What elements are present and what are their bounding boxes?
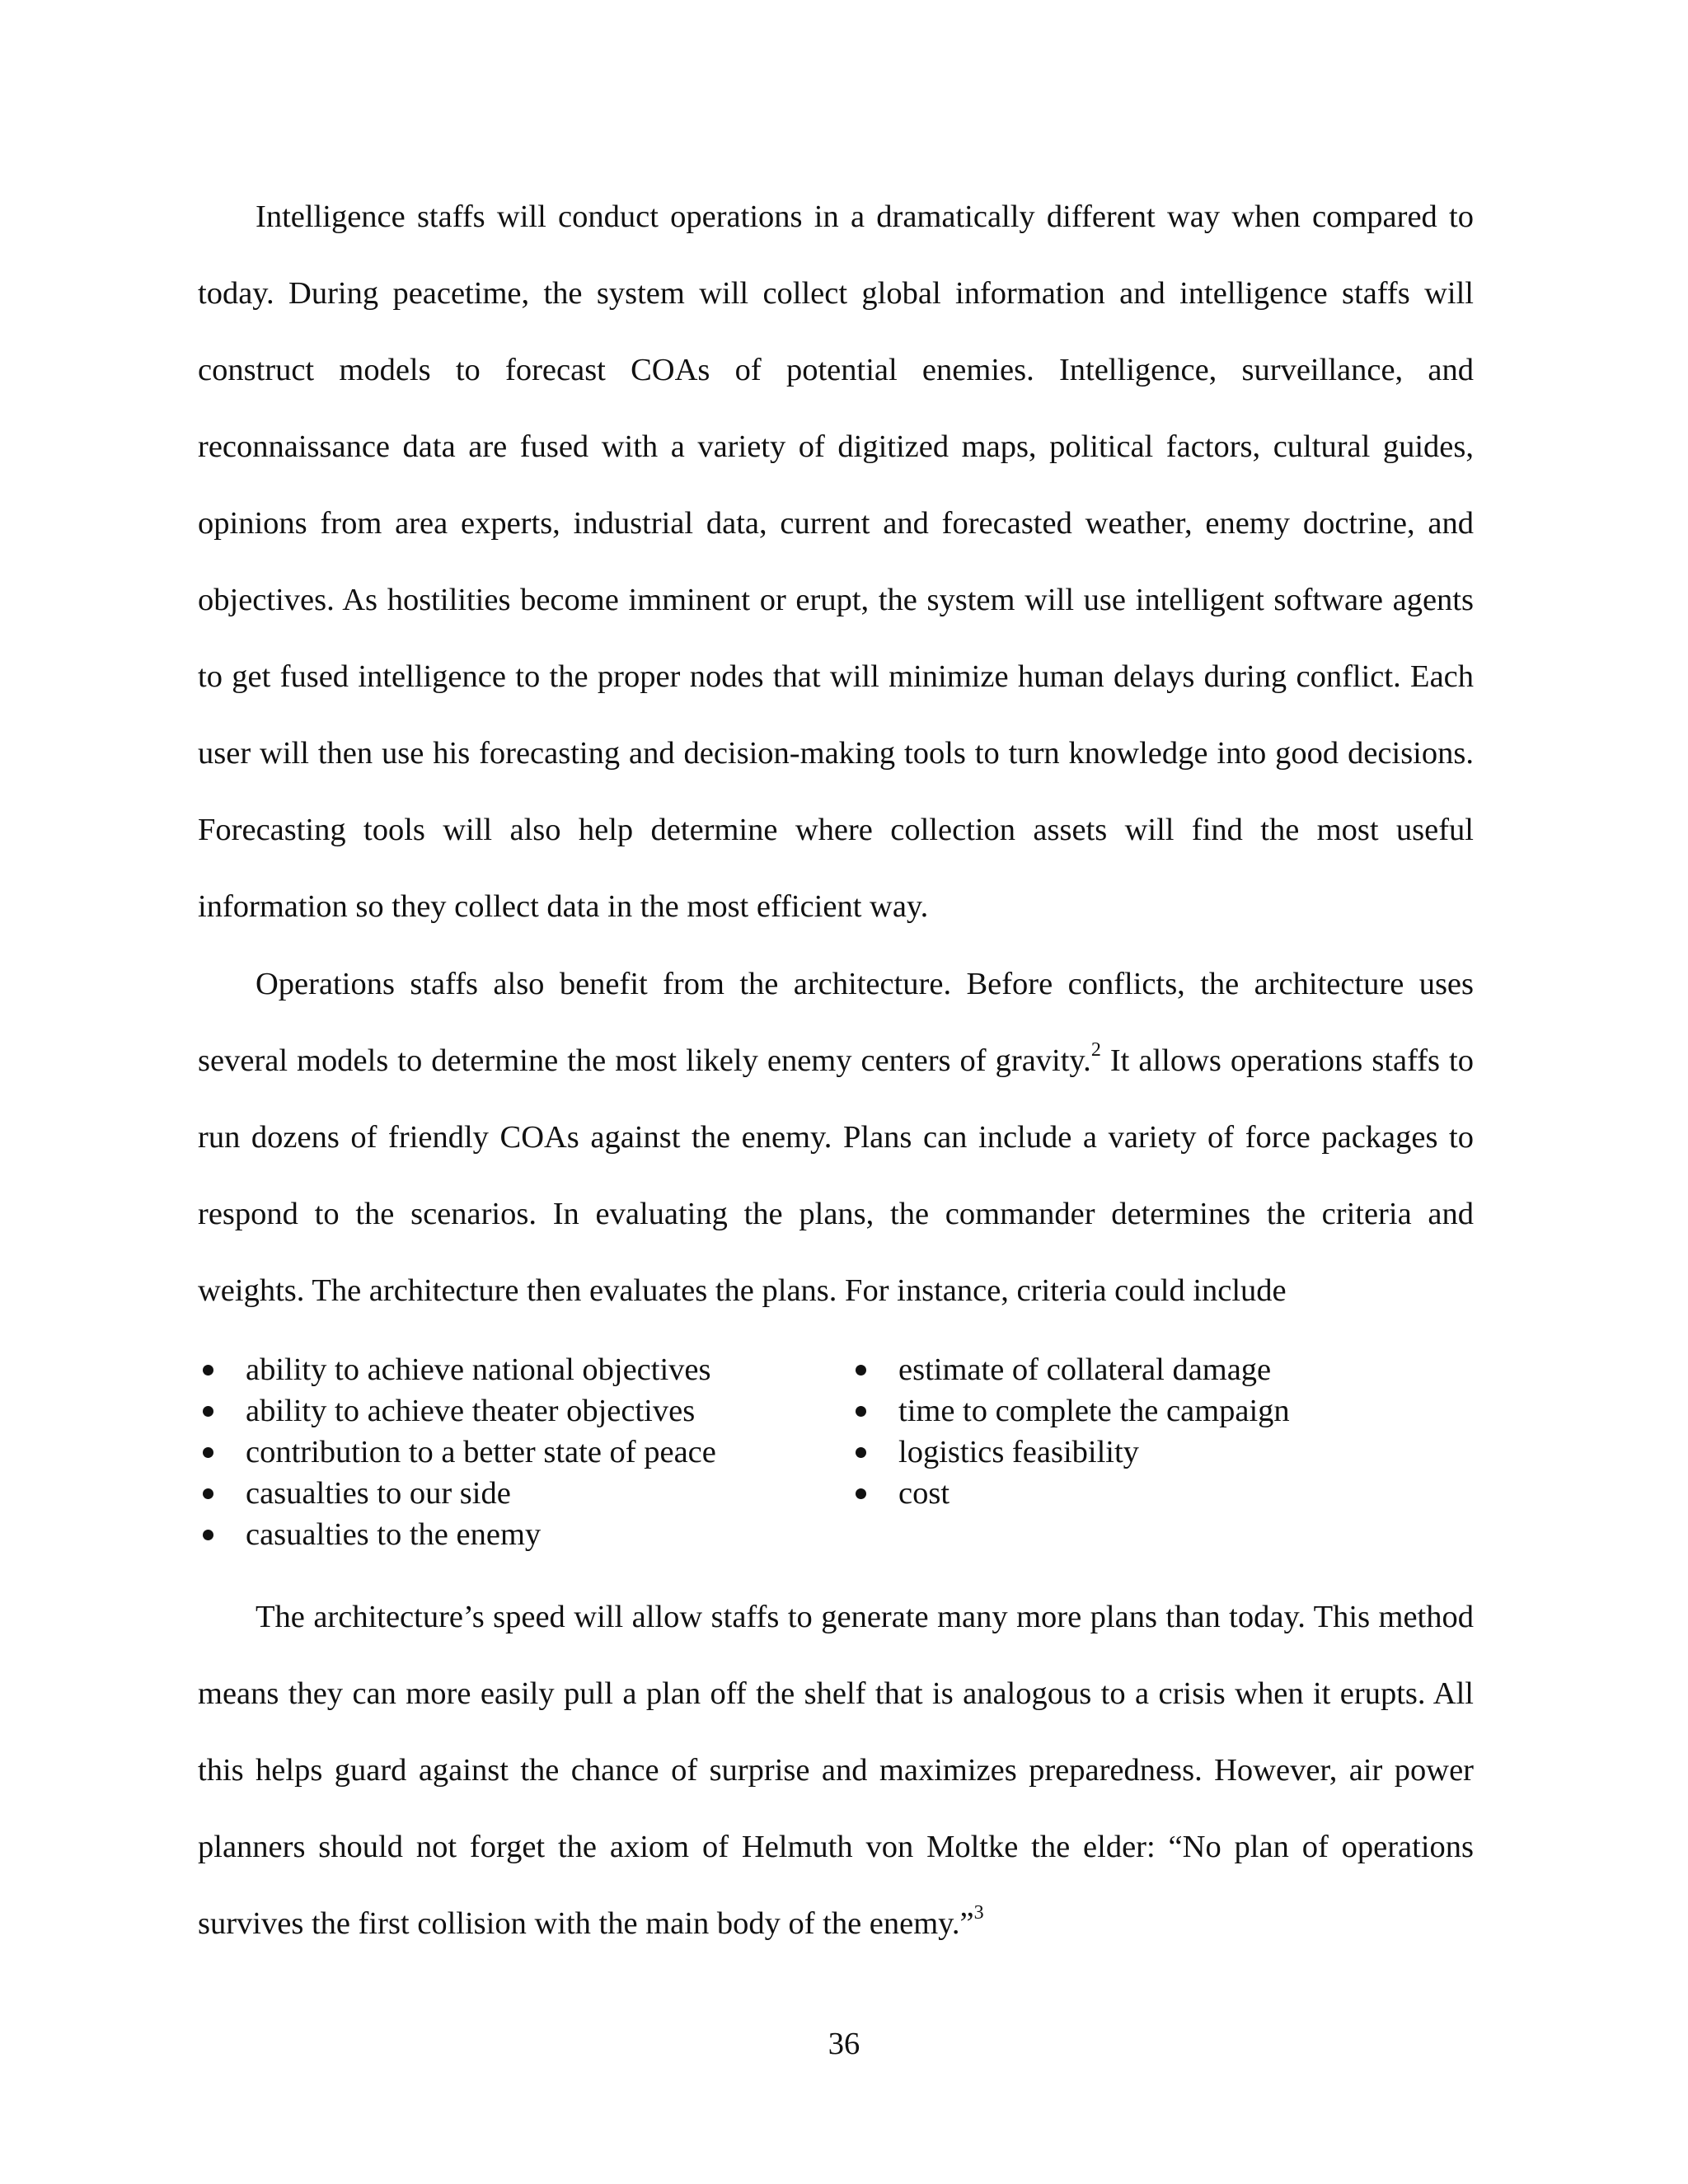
list-item — [851, 1390, 1290, 1432]
bullet-icon — [856, 1447, 866, 1458]
list-item-text: casualties to our side — [246, 1476, 511, 1511]
page-number: 36 — [828, 2027, 860, 2061]
paragraph-operations-staffs — [198, 946, 1474, 1329]
list-item-text: casualties to the enemy — [246, 1517, 542, 1552]
list-item — [198, 1514, 716, 1555]
paragraph-text-part-1: Operations staffs also benefit from the architecture. Before conflicts, the architecture uses several models to determine the most likely enemy centers of gravity. — [198, 967, 1474, 1078]
criteria-column-right — [851, 1349, 1290, 1514]
list-item — [198, 1432, 716, 1473]
list-item — [851, 1432, 1290, 1473]
bullet-icon — [203, 1488, 213, 1499]
paragraph-text-part-2: It allows operations staffs to run dozens of friendly COAs against the enemy. Plans can include a variety of force packages to respond to the scenarios. In evaluating the plans, the commander determines the criteria and weights. The architecture then evaluates the plans. For instance, criteria could include — [198, 1043, 1474, 1308]
list-item-text: estimate of collateral damage — [898, 1352, 1272, 1387]
paragraph-text: The architecture’s speed will allow staffs to generate many more plans than today. This method means they can more easily pull a plan off the shelf that is analogous to a crisis when it erupts. All this helps guard against the chance of surprise and maximizes preparedness. However, air power planners should not forget the axiom of Helmuth von Moltke the elder: “No plan of operations survives the first collision with the main body of the enemy.” — [198, 1600, 1474, 1941]
list-item — [851, 1473, 1290, 1514]
bullet-icon — [856, 1406, 866, 1417]
bullet-icon — [856, 1365, 866, 1376]
bullet-icon — [856, 1488, 866, 1499]
list-item-text: ability to achieve national objectives — [246, 1352, 711, 1387]
paragraph-intelligence-staffs — [198, 179, 1474, 945]
paragraph-architecture-speed — [198, 1579, 1474, 1962]
list-item-text: cost — [898, 1476, 950, 1511]
list-item-text: time to complete the campaign — [898, 1394, 1290, 1428]
footnote-reference-2[interactable]: 2 — [1090, 1039, 1101, 1062]
list-item — [198, 1390, 716, 1432]
bullet-icon — [203, 1447, 213, 1458]
bullet-icon — [203, 1365, 213, 1376]
list-item — [198, 1473, 716, 1514]
list-item-text: contribution to a better state of peace — [246, 1435, 716, 1469]
list-item-text: ability to achieve theater objectives — [246, 1394, 696, 1428]
list-item — [851, 1349, 1290, 1390]
bullet-icon — [203, 1406, 213, 1417]
bullet-icon — [203, 1530, 213, 1540]
footnote-reference-3[interactable]: 3 — [973, 1902, 984, 1924]
list-item-text: logistics feasibility — [898, 1435, 1139, 1469]
list-item — [198, 1349, 716, 1390]
criteria-column-left — [198, 1349, 716, 1555]
paragraph-text: Intelligence staffs will conduct operations in a dramatically different way when compared to today. During peacetime, the system will collect global information and intelligence staffs will construct models to forecast COAs of potential enemies. Intelligence, surveillance, and reconnaissance data are fused with a variety of digitized maps, political factors, cultural guides, opinions from area experts, industrial data, current and forecasted weather, enemy doctrine, and objectives. As hostilities become imminent or erupt, the system will use intelligent software agents to get fused intelligence to the proper nodes that will minimize human delays during conflict. Each user will then use his forecasting and decision-making tools to turn knowledge into good decisions. Forecasting tools will also help determine where collection assets will find the most useful information so they collect data in the most efficient way. — [198, 199, 1474, 924]
